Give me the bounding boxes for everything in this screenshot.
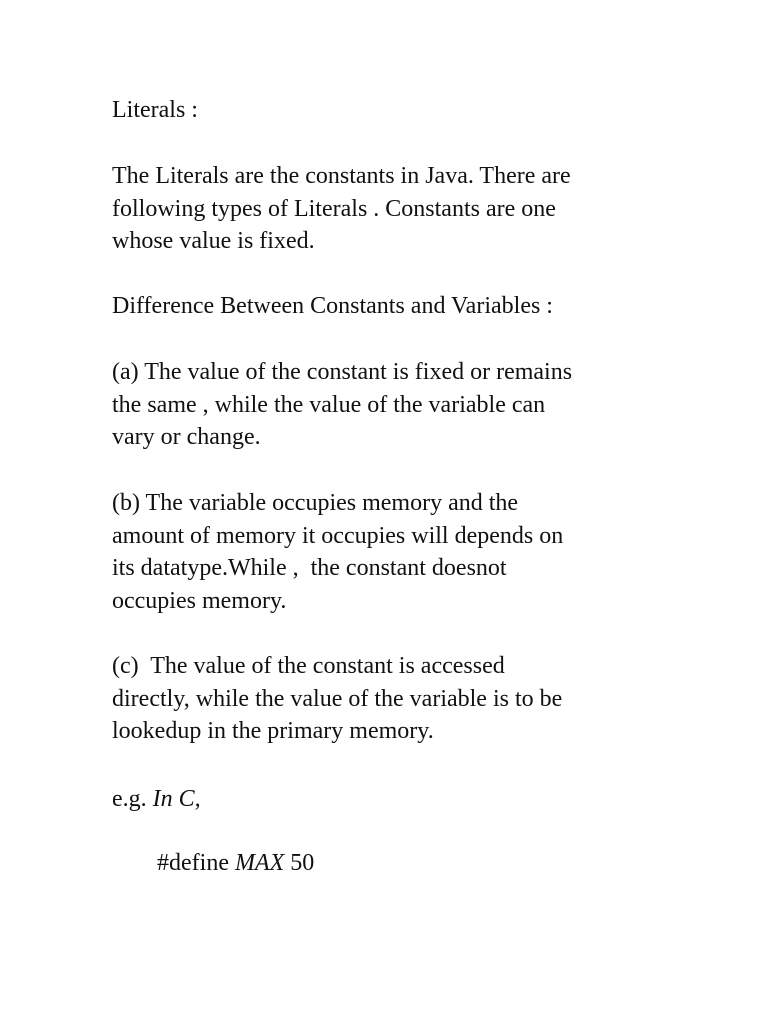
document-title: Literals : — [112, 97, 198, 123]
macro-name: MAX — [234, 850, 285, 876]
define-directive: #define — [157, 850, 235, 876]
example-language: In C, — [152, 786, 201, 812]
example-prefix: e.g. — [112, 786, 153, 812]
difference-heading: Difference Between Constants and Variables : — [112, 293, 553, 319]
code-example-line — [157, 847, 557, 880]
point-c-paragraph: (c) The value of the constant is accessed directly, while the value of the variable is to be lookedup in the primary memory. — [112, 653, 563, 744]
intro-paragraph: The Literals are the constants in Java. There are following types of Literals . Constants are one whose value is fixed. — [112, 163, 571, 254]
point-b-paragraph: (b) The variable occupies memory and the amount of memory it occupies will depends on its datatype.While , the constant doesnot occupies memory. — [112, 490, 564, 614]
point-a-paragraph: (a) The value of the constant is fixed or remains the same , while the value of the variable can vary or change. — [112, 359, 573, 450]
macro-value: 50 — [284, 850, 315, 876]
example-line — [112, 783, 712, 816]
